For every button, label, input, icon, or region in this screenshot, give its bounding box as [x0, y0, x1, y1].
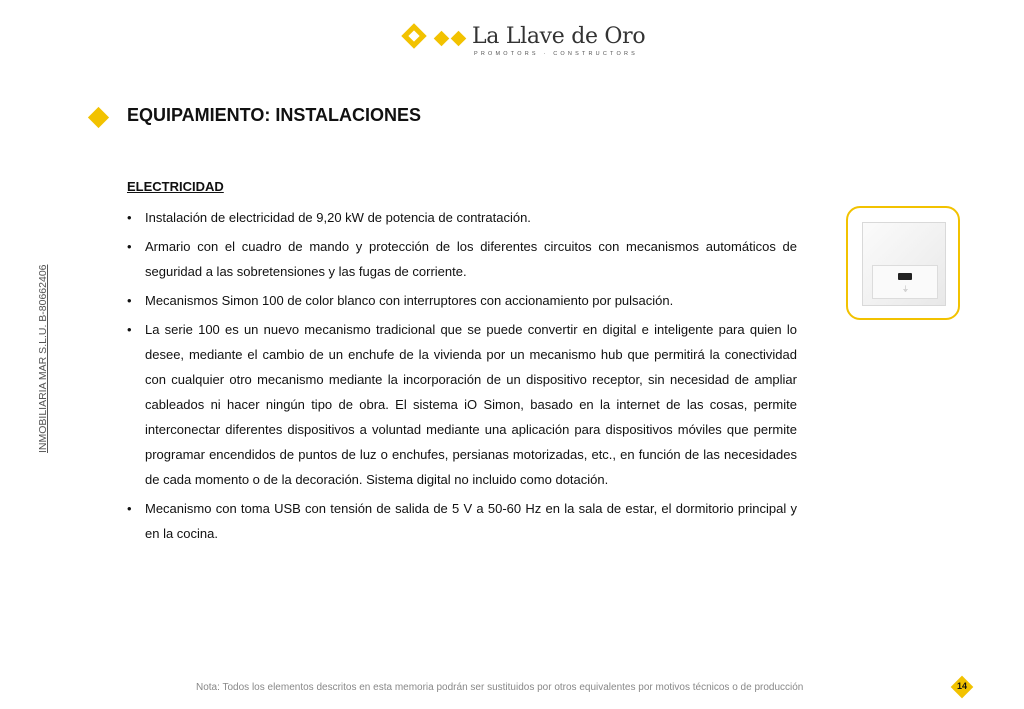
bullet-list [127, 205, 797, 550]
list-item: • Armario con el cuadro de mando y protección de los diferentes circuitos con mecanismos automáticos de seguridad a las sobretensiones y las fugas de corriente. [127, 234, 797, 284]
usb-icon [898, 273, 912, 280]
page-number: 14 [956, 681, 967, 691]
logo-name: La Llave de Oro [472, 24, 646, 49]
switch-plate [862, 222, 946, 306]
company-id-sidebar: INMOBILIARIA MAR S.L.U. B-80662406 [37, 264, 49, 453]
list-item: • Mecanismos Simon 100 de color blanco con interruptores con accionamiento por pulsación. [127, 288, 797, 313]
usb-symbol-icon: ⏚ [902, 286, 909, 293]
section-heading: ELECTRICIDAD [127, 179, 224, 194]
logo-tagline: PROMOTORS · CONSTRUCTORS [474, 51, 638, 57]
list-item: • La serie 100 es un nuevo mecanismo tradicional que se puede convertir en digital e inteligente para quien lo desee, mediante el cambio de un enchufe de la vivienda por un mecanismo hub que permitirá la conectividad con cualquier otro mecanismo mediante la incorporación de un dispositivo receptor, sin necesidad de ampliar cableados ni hacer ningún tipo de obra. El sistema iO Simon, basado en la internet de las cosas, permite interconectar diferentes dispositivos a voluntad mediante una aplicación para dispositivos móviles que permite programar encendidos de puntos de luz o enchufes, persianas motorizadas, etc., en función de las necesidades de cada momento o de la decoración. Sistema digital no incluido como dotación. [127, 317, 797, 492]
logo-diamond-icon [451, 31, 467, 47]
list-item: • Instalación de electricidad de 9,20 kW de potencia de contratación. [127, 205, 797, 230]
page-title: EQUIPAMIENTO: INSTALACIONES [127, 105, 422, 125]
usb-module [872, 265, 938, 299]
logo-diamond-outline-icon [401, 23, 426, 48]
title-diamond-icon [88, 107, 109, 128]
footer-note: Nota: Todos los elementos descritos en esta memoria podrán ser sustituidos por otros equivalentes por motivos técnicos o de producción [196, 682, 804, 693]
list-item: • Mecanismo con toma USB con tensión de salida de 5 V a 50-60 Hz en la sala de estar, el dormitorio principal y en la cocina. [127, 496, 797, 546]
page-number-badge [952, 677, 972, 697]
company-logo [400, 22, 646, 62]
logo-diamond-icon [434, 31, 450, 47]
usb-socket-image [846, 206, 960, 320]
